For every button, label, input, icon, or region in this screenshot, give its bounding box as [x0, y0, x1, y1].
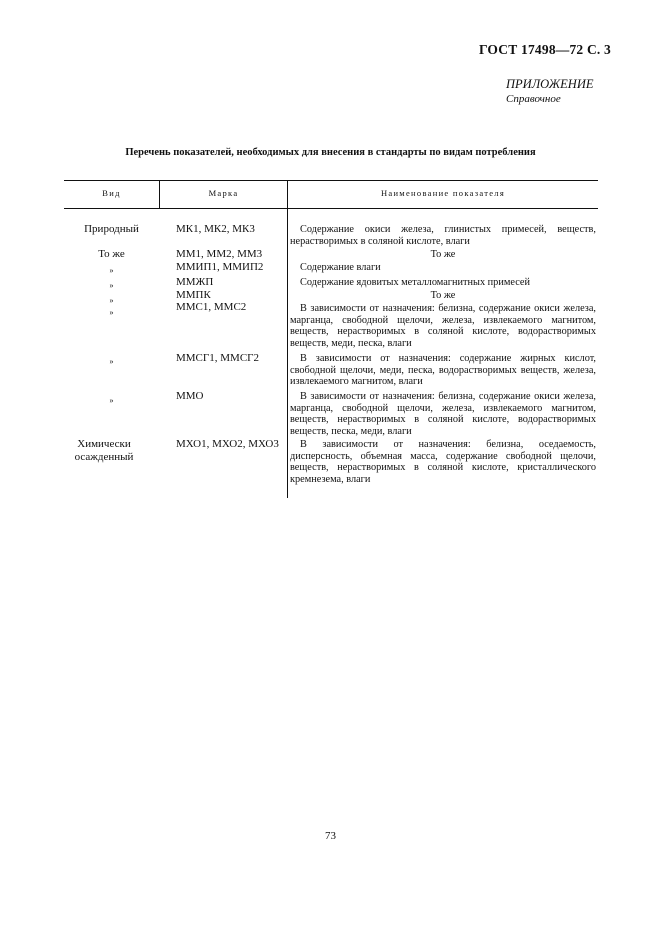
- table-title: Перечень показателей, необходимых для внесения в стандарты по видам потребления: [125, 147, 536, 158]
- column-header-marka: Марка: [208, 188, 239, 198]
- appendix-subtitle: Справочное: [506, 93, 561, 105]
- row-marka: ММИП1, ММИП2: [176, 261, 264, 273]
- row-vid: То же: [98, 248, 125, 260]
- row-naimenovanie: В зависимости от назначения: белизна, содержание окиси железа, марганца, свободной щелочи, железа, извлекаемого магнитом, веществ, нерастворимых в соляной кислоте, водорастворимых веществ, меди, песка, влаги: [290, 303, 596, 349]
- row-naimenovanie: Содержание влаги: [300, 262, 381, 273]
- row-marka: ММПК: [176, 289, 211, 301]
- row-vid: »: [109, 357, 114, 366]
- row-vid: »: [109, 396, 114, 405]
- document-header: ГОСТ 17498—72 С. 3: [478, 42, 611, 57]
- row-marka: ММ1, ММ2, ММ3: [176, 248, 263, 260]
- table-top-rule: [64, 180, 598, 181]
- column-divider-2: [287, 180, 288, 498]
- appendix-title: ПРИЛОЖЕНИЕ: [506, 77, 594, 91]
- row-vid: »: [109, 266, 114, 275]
- page-number: 73: [325, 830, 336, 842]
- row-marka: ММЖП: [176, 276, 214, 288]
- row-naimenovanie: Содержание ядовитых металломагнитных примесей: [300, 277, 530, 288]
- row-vid: Природный: [84, 223, 139, 235]
- header-bottom-rule: [64, 208, 598, 209]
- row-marka: ММО: [176, 390, 204, 402]
- row-naimenovanie: В зависимости от назначения: белизна, оседаемость, дисперсность, объемная масса, содержание свободной щелочи, веществ, нерастворимых в соляной кислоте, кристаллического кремнезема, влаги: [290, 439, 596, 485]
- row-naimenovanie: То же: [430, 249, 456, 260]
- row-vid: »: [109, 296, 114, 305]
- row-vid: Химически осажденный: [74, 438, 134, 463]
- column-header-vid: Вид: [102, 188, 121, 198]
- row-vid: »: [109, 281, 114, 290]
- row-marka: ММС1, ММС2: [176, 301, 247, 313]
- column-header-naimenovanie: Наименование показателя: [380, 188, 506, 198]
- row-marka: МХО1, МХО2, МХО3: [176, 438, 279, 450]
- row-naimenovanie: В зависимости от назначения: белизна, содержание окиси железа, марганца, свободной щелочи, железа, извлекаемого магнитом, веществ, нерастворимых в соляной кислоте, водорастворимых веществ, песка, меди, влаги: [290, 391, 596, 437]
- row-marka: ММСГ1, ММСГ2: [176, 352, 260, 364]
- row-naimenovanie: В зависимости от назначения: содержание жирных кислот, свободной щелочи, меди, песка, водорастворимых веществ, железа, извлекаемого магнитом, влаги: [290, 353, 596, 388]
- row-vid: »: [109, 308, 114, 317]
- row-naimenovanie: То же: [430, 290, 456, 301]
- row-marka: МК1, МК2, МК3: [176, 223, 255, 235]
- row-naimenovanie: Содержание окиси железа, глинистых примесей, веществ, нерастворимых в соляной кислоте, влаги: [290, 224, 596, 247]
